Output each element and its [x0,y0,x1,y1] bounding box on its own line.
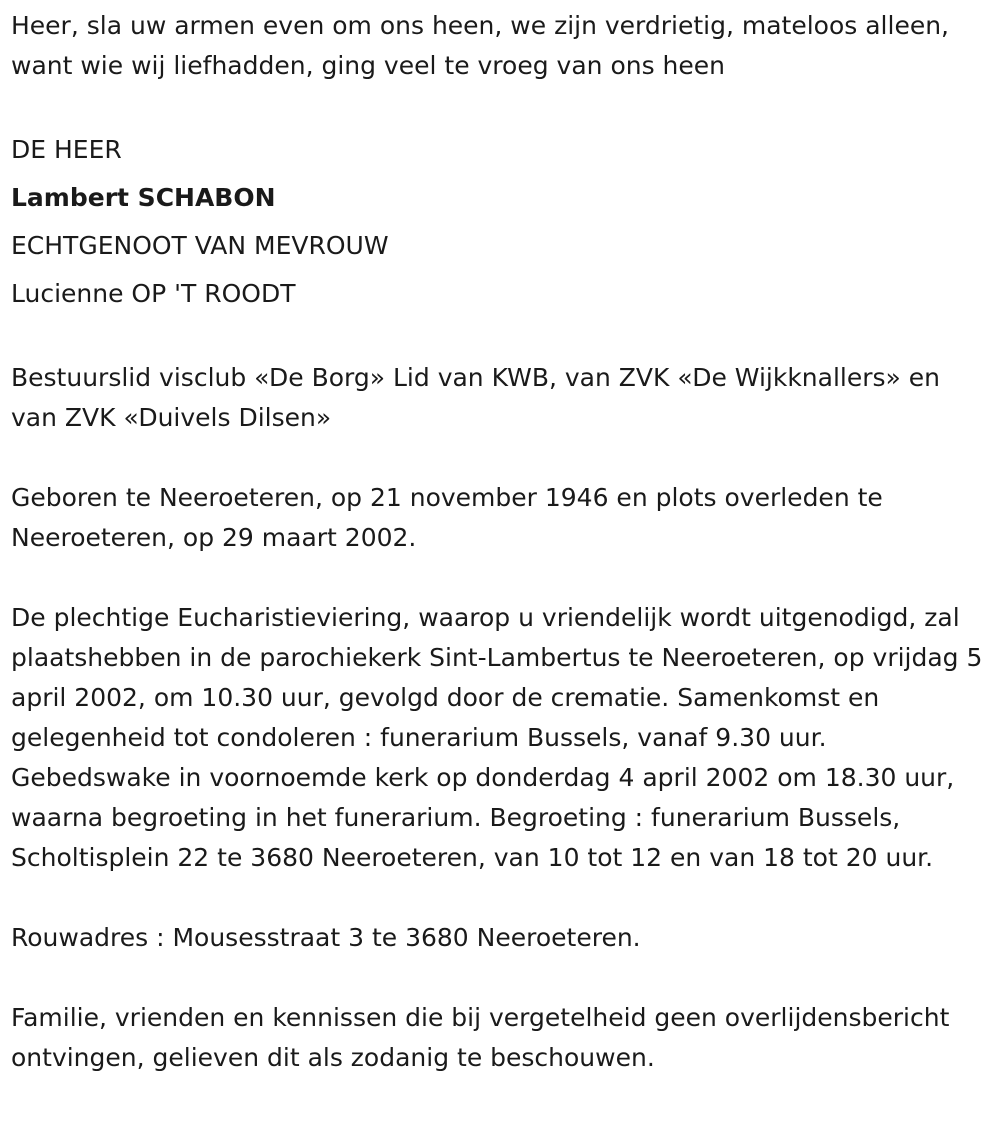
closing-note: Familie, vrienden en kennissen die bij vergetelheid geen overlijdensbericht ontvingen, gelieven dit als zodanig te beschouwen. [11,1003,950,1072]
opening-verse: Heer, sla uw armen even om ons heen, we zijn verdrietig, mateloos alleen, want wie wij liefhadden, ging veel te vroeg van ons heen [11,11,950,80]
deceased-block [11,126,1000,318]
memberships-text: Bestuurslid visclub «De Borg» Lid van KWB, van ZVK «De Wijkknallers» en van ZVK «Duivels Dilsen» [11,363,941,432]
spouse-name: Lucienne OP 'T ROODT [11,279,296,308]
birth-death-text: Geboren te Neeroeteren, op 21 november 1946 en plots overleden te Neeroeteren, op 29 maart 2002. [11,483,883,552]
deceased-title: DE HEER [11,135,122,164]
mourning-address: Rouwadres : Mousesstraat 3 te 3680 Neeroeteren. [11,923,641,952]
ceremony-text: De plechtige Eucharistieviering, waarop u vriendelijk wordt uitgenodigd, zal plaatshebben in de parochiekerk Sint-Lambertus te Neeroeteren, op vrijdag 5 april 2002, om 10.30 uur, gevolgd door de crematie. Samenkomst en gelegenheid tot condoleren : funerarium Bussels, vanaf 9.30 uur. Gebedswake in voornoemde kerk op donderdag 4 april 2002 om 18.30 uur, waarna begroeting in het funerarium. Begroeting : funerarium Bussels, Scholtisplein 22 te 3680 Neeroeteren, van 10 tot 12 en van 18 tot 20 uur. [11,603,983,872]
deceased-relation: ECHTGENOOT VAN MEVROUW [11,231,389,260]
deceased-name: Lambert SCHABON [11,183,276,212]
